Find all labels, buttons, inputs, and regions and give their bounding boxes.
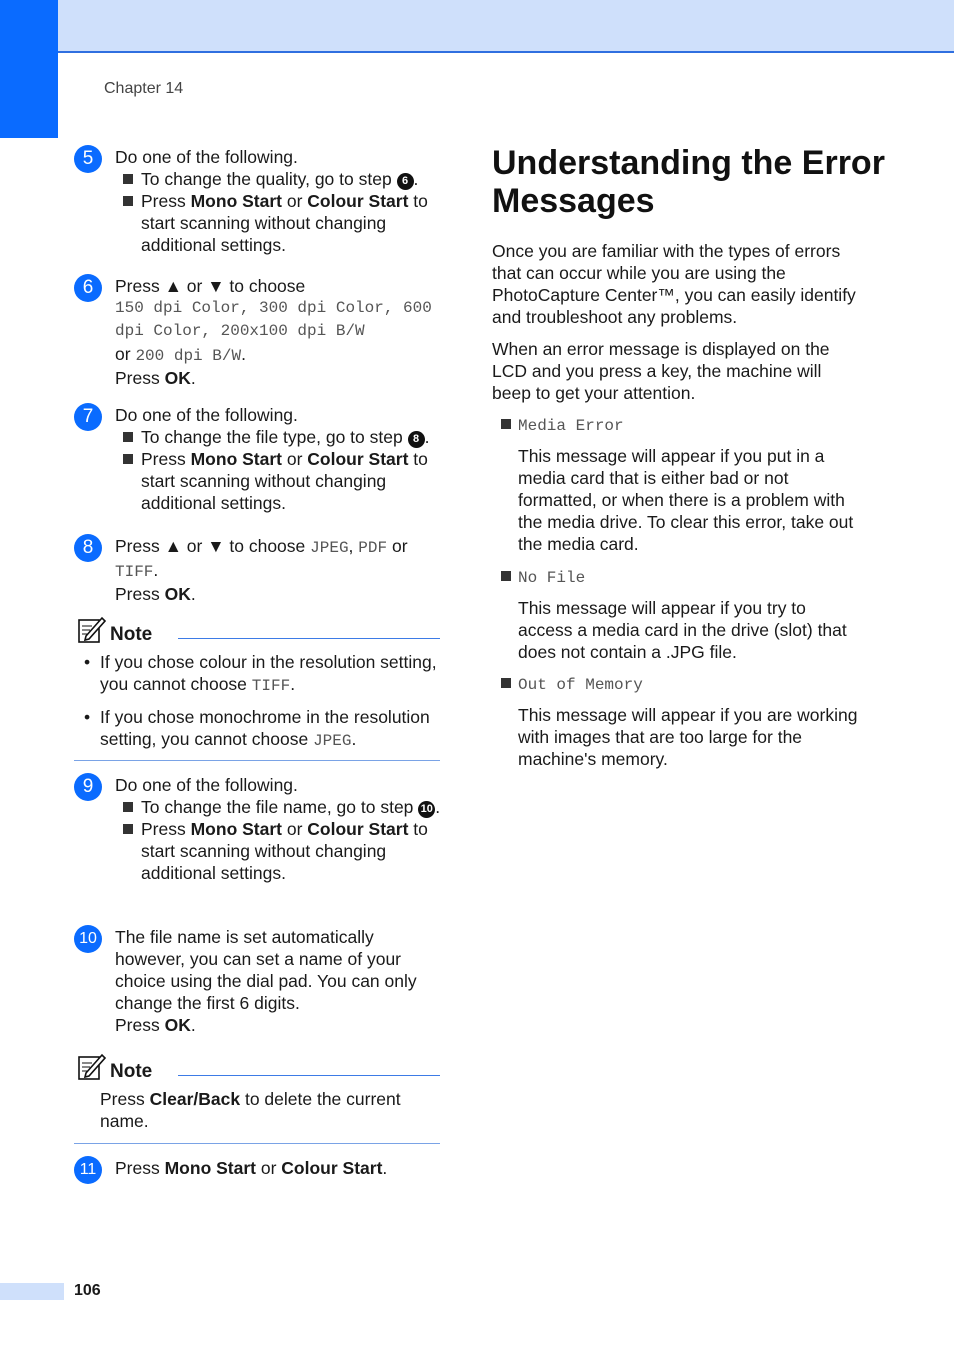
step-number-badge: 11 [74, 1156, 102, 1184]
list-item: To change the quality, go to step 6 . [115, 168, 444, 190]
square-bullet-icon [123, 432, 133, 442]
error-item [499, 415, 864, 555]
error-item [499, 674, 864, 770]
section-title: Understanding the Error Messages [492, 144, 885, 220]
list-item: To change the file name, go to step 10 . [115, 796, 444, 818]
square-bullet-icon [501, 419, 511, 429]
step-intro: Do one of the following. [115, 775, 298, 795]
step-ref-badge: 10 [418, 801, 435, 818]
note-text: Press Clear/Back to delete the current name. [100, 1089, 401, 1131]
note-title: Note [110, 624, 153, 645]
step-5 [74, 146, 444, 256]
step-ref-badge: 6 [397, 173, 414, 190]
square-bullet-icon [123, 802, 133, 812]
note-divider [178, 638, 440, 639]
step-9 [74, 774, 444, 884]
list-item: • If you chose monochrome in the resolution setting, you cannot choose JPEG. [84, 707, 430, 750]
step-11: 11 Press Mono Start or Colour Start. [74, 1157, 444, 1179]
step-10: 10 The file name is set automatically however, you can set a name of your choice using the dial pad. You can only change the first 6 digits. Press OK. [74, 926, 444, 1036]
note-divider [74, 1143, 440, 1144]
step-intro: Do one of the following. [115, 147, 298, 167]
step-text: Press ▲ or ▼ to choose [115, 276, 306, 296]
step-ref-badge: 8 [408, 431, 425, 448]
page-number: 106 [74, 1282, 101, 1299]
square-bullet-icon [123, 454, 133, 464]
resolution-options: 150 dpi Color, 300 dpi Color, 600 dpi Color, 200x100 dpi B/W [115, 299, 432, 340]
step-number-badge: 9 [74, 773, 102, 801]
step-number-badge: 7 [74, 403, 102, 431]
list-item: Press Mono Start or Colour Start to start scanning without changing additional settings. [115, 190, 444, 256]
list-item: Press Mono Start or Colour Start to start scanning without changing additional settings. [115, 818, 444, 884]
error-item [499, 567, 864, 663]
intro-paragraph: Once you are familiar with the types of errors that can occur while you are using the PhotoCapture Center™, you can easily identify and troubleshoot any problems. [492, 241, 856, 327]
square-bullet-icon [501, 571, 511, 581]
list-item: To change the file type, go to step 8 . [115, 426, 444, 448]
list-item: • If you chose colour in the resolution setting, you cannot choose TIFF. [84, 652, 437, 695]
square-bullet-icon [123, 174, 133, 184]
note-divider [178, 1075, 440, 1076]
error-description: This message will appear if you put in a media card that is either bad or not formatted, or when there is a problem with the media drive. To clear this error, take out the media card. [518, 446, 854, 554]
note-pencil-icon [76, 1051, 106, 1081]
square-bullet-icon [123, 824, 133, 834]
step-8: 8 Press ▲ or ▼ to choose JPEG, PDF or TIFF. Press OK. [74, 535, 444, 605]
step-text: The file name is set automatically however, you can set a name of your choice using the dial pad. You can only change the first 6 digits. [115, 927, 417, 1013]
step-intro: Do one of the following. [115, 405, 298, 425]
error-name: No File [518, 569, 586, 587]
step-7 [74, 404, 444, 514]
intro-paragraph: When an error message is displayed on the LCD and you press a key, the machine will beep to get your attention. [492, 339, 830, 403]
error-name: Media Error [518, 417, 624, 435]
note-box [74, 1055, 440, 1132]
error-description: This message will appear if you try to access a media card in the drive (slot) that does not contain a .JPG file. [518, 598, 847, 662]
step-6: 6 Press ▲ or ▼ to choose 150 dpi Color, 300 dpi Color, 600 dpi Color, 200x100 dpi B/W or 200 dpi B/W. Press OK. [74, 275, 444, 389]
note-title: Note [110, 1061, 153, 1082]
step-number-badge: 5 [74, 145, 102, 173]
list-item: Press Mono Start or Colour Start to start scanning without changing additional settings. [115, 448, 444, 514]
note-pencil-icon [76, 614, 106, 644]
step-number-badge: 8 [74, 534, 102, 562]
note-box [74, 618, 440, 752]
note-divider [74, 760, 440, 761]
step-number-badge: 10 [74, 925, 102, 953]
footer-band [0, 1283, 64, 1300]
step-number-badge: 6 [74, 274, 102, 302]
error-name: Out of Memory [518, 676, 643, 694]
square-bullet-icon [123, 196, 133, 206]
chapter-label: Chapter 14 [104, 80, 184, 97]
error-description: This message will appear if you are working with images that are too large for the machine's memory. [518, 705, 858, 769]
header-band [0, 0, 954, 53]
resolution-option-last: 200 dpi B/W [135, 347, 242, 365]
chapter-tab [0, 0, 58, 138]
square-bullet-icon [501, 678, 511, 688]
